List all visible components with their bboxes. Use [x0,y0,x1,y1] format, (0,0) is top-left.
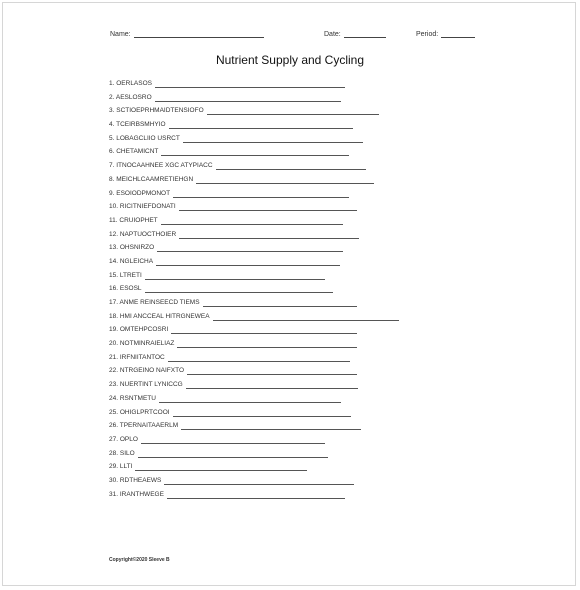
answer-line [155,80,345,88]
list-item [109,202,399,216]
scrambled-word: HMI ANCCEAL HITRGNEWEA [119,312,210,320]
scrambled-word: ESOSL [119,285,142,293]
answer-line [181,422,361,430]
answer-line [159,395,341,403]
list-item [109,421,399,435]
scrambled-word: SILO [119,449,135,457]
item-number: 21. [109,353,119,361]
answer-line [173,409,351,417]
list-item [109,189,399,203]
scrambled-word: ITNOCAAHNEE XGC ATYPIACC [116,162,213,170]
period-label: Period: [416,31,439,38]
answer-line [168,354,350,362]
list-item [109,161,399,175]
scrambled-word: IRFNIITANTOC [119,353,165,361]
scrambled-word: LOBAGCLIIO USRCT [116,134,180,142]
date-label: Date: [324,31,341,38]
item-number: 19. [109,326,119,334]
answer-line [157,244,343,252]
scrambled-word: OHSNIRZO [119,244,155,252]
period-line [441,30,475,38]
item-number: 10. [109,203,119,211]
scrambled-word: NOTMINRAIELIAZ [119,340,175,348]
answer-line [179,231,359,239]
item-number: 13. [109,244,119,252]
list-item [109,339,399,353]
answer-line [196,176,374,184]
answer-line [161,148,349,156]
list-item [109,147,399,161]
list-item [109,325,399,339]
scrambled-word: OMTEHPCOSRI [119,326,169,334]
answer-line [161,217,343,225]
scrambled-word: RICITNIEFDONATI [119,203,176,211]
answer-line [145,272,325,280]
item-number: 24. [109,394,119,402]
answer-line [207,107,379,115]
list-item [109,79,399,93]
copyright-notice: Copyright©2020 Sleeve B [109,557,170,563]
scrambled-word: RDTHEAEWS [119,476,162,484]
list-item [109,312,399,326]
list-item [109,120,399,134]
list-item [109,298,399,312]
scrambled-word: SCTIOEPRHMAIDTENSIOFO [116,107,204,115]
answer-line [141,436,325,444]
scrambled-word: OPLO [119,435,138,443]
answer-line [164,477,354,485]
item-number: 31. [109,490,119,498]
answer-line [187,367,357,375]
list-item [109,93,399,107]
page-title: Nutrient Supply and Cycling [215,53,365,67]
item-number: 12. [109,230,119,238]
name-label: Name: [110,31,131,38]
answer-line [179,203,357,211]
answer-line [203,299,357,307]
scrambled-word: ANME REINSEECD TIEMS [119,299,200,306]
scrambled-word: CRUIOPHET [119,216,158,224]
list-item [109,257,399,271]
item-number: 28. [109,449,119,457]
item-number: 20. [109,340,119,348]
item-number: 7. [109,162,115,170]
list-item [109,271,399,285]
list-item [109,476,399,490]
item-number: 23. [109,381,119,389]
item-number: 6. [109,148,115,156]
scrambled-word: TPERNAITAAERLM [119,422,179,430]
list-item [109,216,399,230]
date-line [344,30,386,38]
list-item [109,408,399,422]
name-field [110,30,264,38]
scrambled-word: LLTI [119,463,133,471]
scrambled-word: IRANTHWEGE [119,490,164,498]
scrambled-word: MEICHLCAAMRETIEHGN [116,175,194,183]
scrambled-word: LTRETI [119,271,142,279]
answer-line [171,326,357,334]
list-item [109,394,399,408]
answer-line [145,285,333,293]
item-number: 14. [109,257,119,265]
item-number: 2. [109,93,115,101]
answer-line [183,135,363,143]
list-item [109,490,399,504]
item-number: 16. [109,285,119,293]
list-item [109,134,399,148]
item-number: 11. [109,216,118,224]
scrambled-word: NAPTUOCTHOIER [119,230,177,238]
item-number: 8. [109,175,115,183]
list-item [109,284,399,298]
scrambled-word: TCEIRBSMHYIO [116,121,166,129]
answer-line [216,162,366,170]
list-item [109,243,399,257]
item-number: 1. [109,80,115,87]
item-number: 25. [109,408,119,416]
item-number: 18. [109,312,119,320]
scrambled-word: NTRGEINO NAIFXTO [119,367,185,375]
scrambled-word: OERLASOS [116,80,152,87]
list-item [109,230,399,244]
item-number: 4. [109,121,115,129]
item-number: 29. [109,463,119,471]
scrambled-word: AESLOSRO [115,93,152,101]
answer-line [173,190,349,198]
scrambled-word: NUERTINT LYNICCG [119,381,183,389]
period-field [416,30,475,38]
item-number: 17. [109,299,119,306]
item-number: 27. [109,435,119,443]
answer-line [156,258,340,266]
answer-line [135,463,307,471]
item-number: 26. [109,422,119,430]
list-item [109,462,399,476]
answer-line [177,340,357,348]
scrambled-word: OHIGLPRTCOOI [119,408,170,416]
list-item [109,435,399,449]
list-item [109,380,399,394]
answer-line [213,313,399,321]
name-line [134,30,264,38]
scrambled-word: ESOIODPMONOT [116,189,171,197]
list-item [109,106,399,120]
item-number: 15. [109,271,119,279]
item-number: 5. [109,134,115,142]
scrambled-word: CHETAMICNT [116,148,159,156]
item-number: 3. [109,107,115,115]
scrambled-word: NGLEICHA [119,257,154,265]
answer-line [138,450,328,458]
list-item [109,353,399,367]
date-field [324,30,386,38]
item-number: 9. [109,189,115,197]
answer-line [186,381,358,389]
list-item [109,449,399,463]
answer-line [167,491,345,499]
list-item [109,175,399,189]
word-scramble-list [109,79,399,503]
scrambled-word: RSNTMETU [119,394,156,402]
item-number: 30. [109,476,119,484]
list-item [109,366,399,380]
item-number: 22. [109,367,119,375]
answer-line [155,94,341,102]
answer-line [169,121,353,129]
